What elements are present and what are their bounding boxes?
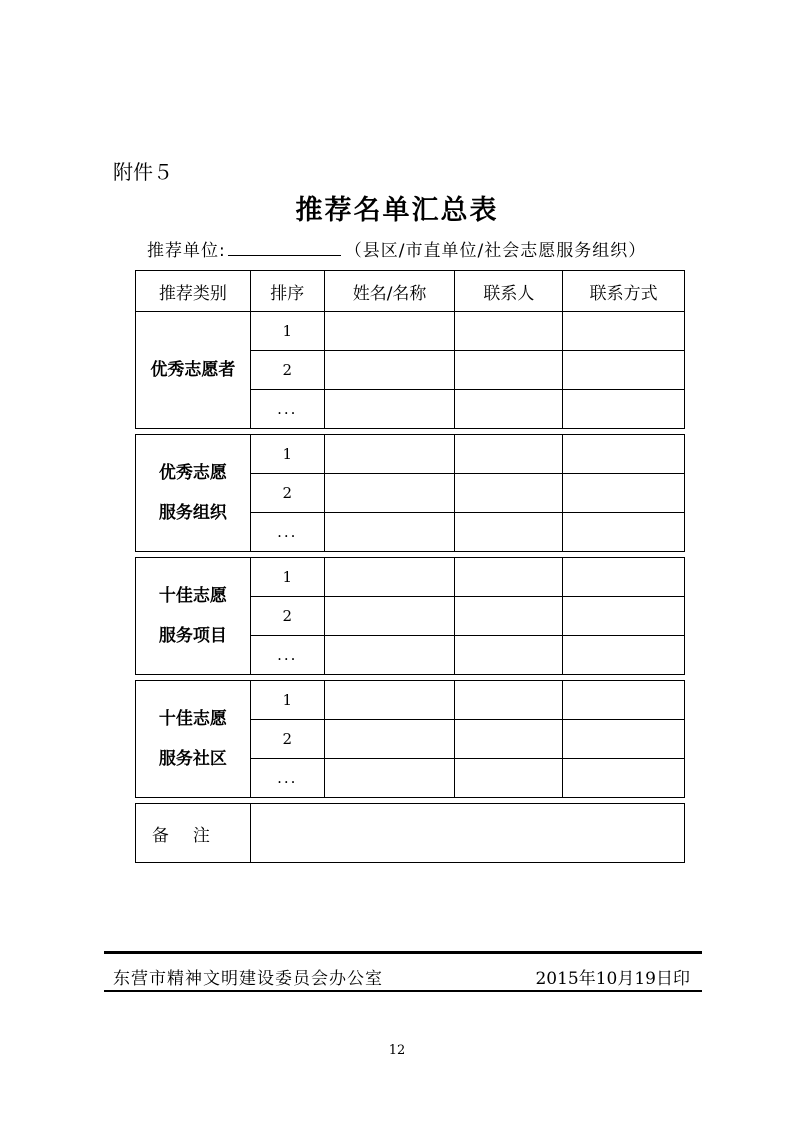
name-cell[interactable]: [324, 513, 455, 552]
header-contact-info: 联系方式: [563, 271, 685, 312]
contact-person-cell[interactable]: [455, 435, 563, 474]
contact-info-cell[interactable]: [563, 351, 685, 390]
category-line: 优秀志愿者: [150, 360, 236, 380]
order-cell: ...: [250, 390, 324, 429]
category-cell: [136, 312, 251, 429]
contact-info-cell[interactable]: [563, 558, 685, 597]
header-category: 推荐类别: [136, 271, 251, 312]
name-cell[interactable]: [324, 681, 455, 720]
name-cell[interactable]: [324, 474, 455, 513]
category-line: 服务社区: [158, 749, 227, 769]
category-cell: [136, 435, 251, 552]
contact-info-cell[interactable]: [563, 681, 685, 720]
contact-person-cell[interactable]: [455, 390, 563, 429]
name-cell[interactable]: [324, 597, 455, 636]
remarks-row: [136, 804, 685, 863]
header-order: 排序: [250, 271, 324, 312]
contact-person-cell[interactable]: [455, 720, 563, 759]
order-cell: ...: [250, 636, 324, 675]
name-cell[interactable]: [324, 759, 455, 798]
page-number: 12: [388, 1043, 406, 1058]
remarks-cell[interactable]: [250, 804, 684, 863]
order-cell: 1: [250, 312, 324, 351]
contact-person-cell[interactable]: [455, 759, 563, 798]
table-row: [136, 681, 685, 720]
contact-info-cell[interactable]: [563, 636, 685, 675]
contact-info-cell[interactable]: [563, 597, 685, 636]
contact-info-cell[interactable]: [563, 390, 685, 429]
contact-person-cell[interactable]: [455, 681, 563, 720]
attachment-label: 附件５: [113, 160, 173, 184]
order-cell: ...: [250, 759, 324, 798]
order-cell: 1: [250, 681, 324, 720]
contact-person-cell[interactable]: [455, 351, 563, 390]
footer-issuer: 东营市精神文明建设委员会办公室: [113, 969, 383, 989]
contact-person-cell[interactable]: [455, 474, 563, 513]
table-header-row: [136, 271, 685, 312]
recommending-unit-note: （县区/市直单位/社会志愿服务组织）: [344, 241, 647, 261]
name-cell[interactable]: [324, 390, 455, 429]
footer-rule-bottom: [104, 990, 702, 992]
contact-person-cell[interactable]: [455, 558, 563, 597]
contact-person-cell[interactable]: [455, 513, 563, 552]
table-row: [136, 312, 685, 351]
remarks-label: 备注: [136, 804, 251, 863]
category-line: 服务项目: [158, 626, 227, 646]
order-cell: 2: [250, 720, 324, 759]
name-cell[interactable]: [324, 558, 455, 597]
contact-info-cell[interactable]: [563, 312, 685, 351]
order-cell: ...: [250, 513, 324, 552]
contact-info-cell[interactable]: [563, 474, 685, 513]
order-cell: 2: [250, 351, 324, 390]
category-cell: [136, 681, 251, 798]
name-cell[interactable]: [324, 312, 455, 351]
recommending-unit-blank: [228, 238, 341, 256]
name-cell[interactable]: [324, 636, 455, 675]
footer-date: 2015年10月19日印: [535, 969, 690, 989]
order-cell: 2: [250, 474, 324, 513]
contact-person-cell[interactable]: [455, 312, 563, 351]
recommending-unit-line: [147, 236, 646, 261]
header-contact-person: 联系人: [455, 271, 563, 312]
summary-table: [135, 270, 685, 863]
order-cell: 1: [250, 435, 324, 474]
page-title: 推荐名单汇总表: [295, 195, 499, 226]
recommending-unit-label: 推荐单位:: [147, 241, 226, 261]
name-cell[interactable]: [324, 435, 455, 474]
contact-info-cell[interactable]: [563, 513, 685, 552]
contact-person-cell[interactable]: [455, 597, 563, 636]
category-line: 优秀志愿: [158, 463, 227, 483]
category-cell: [136, 558, 251, 675]
category-line: 服务组织: [158, 503, 227, 523]
name-cell[interactable]: [324, 720, 455, 759]
contact-info-cell[interactable]: [563, 720, 685, 759]
contact-info-cell[interactable]: [563, 759, 685, 798]
header-name: 姓名/名称: [324, 271, 455, 312]
category-line: 十佳志愿: [158, 586, 227, 606]
order-cell: 2: [250, 597, 324, 636]
contact-info-cell[interactable]: [563, 435, 685, 474]
table-row: [136, 435, 685, 474]
name-cell[interactable]: [324, 351, 455, 390]
contact-person-cell[interactable]: [455, 636, 563, 675]
table-row: [136, 558, 685, 597]
order-cell: 1: [250, 558, 324, 597]
category-line: 十佳志愿: [158, 709, 227, 729]
footer-rule-top: [104, 951, 702, 954]
